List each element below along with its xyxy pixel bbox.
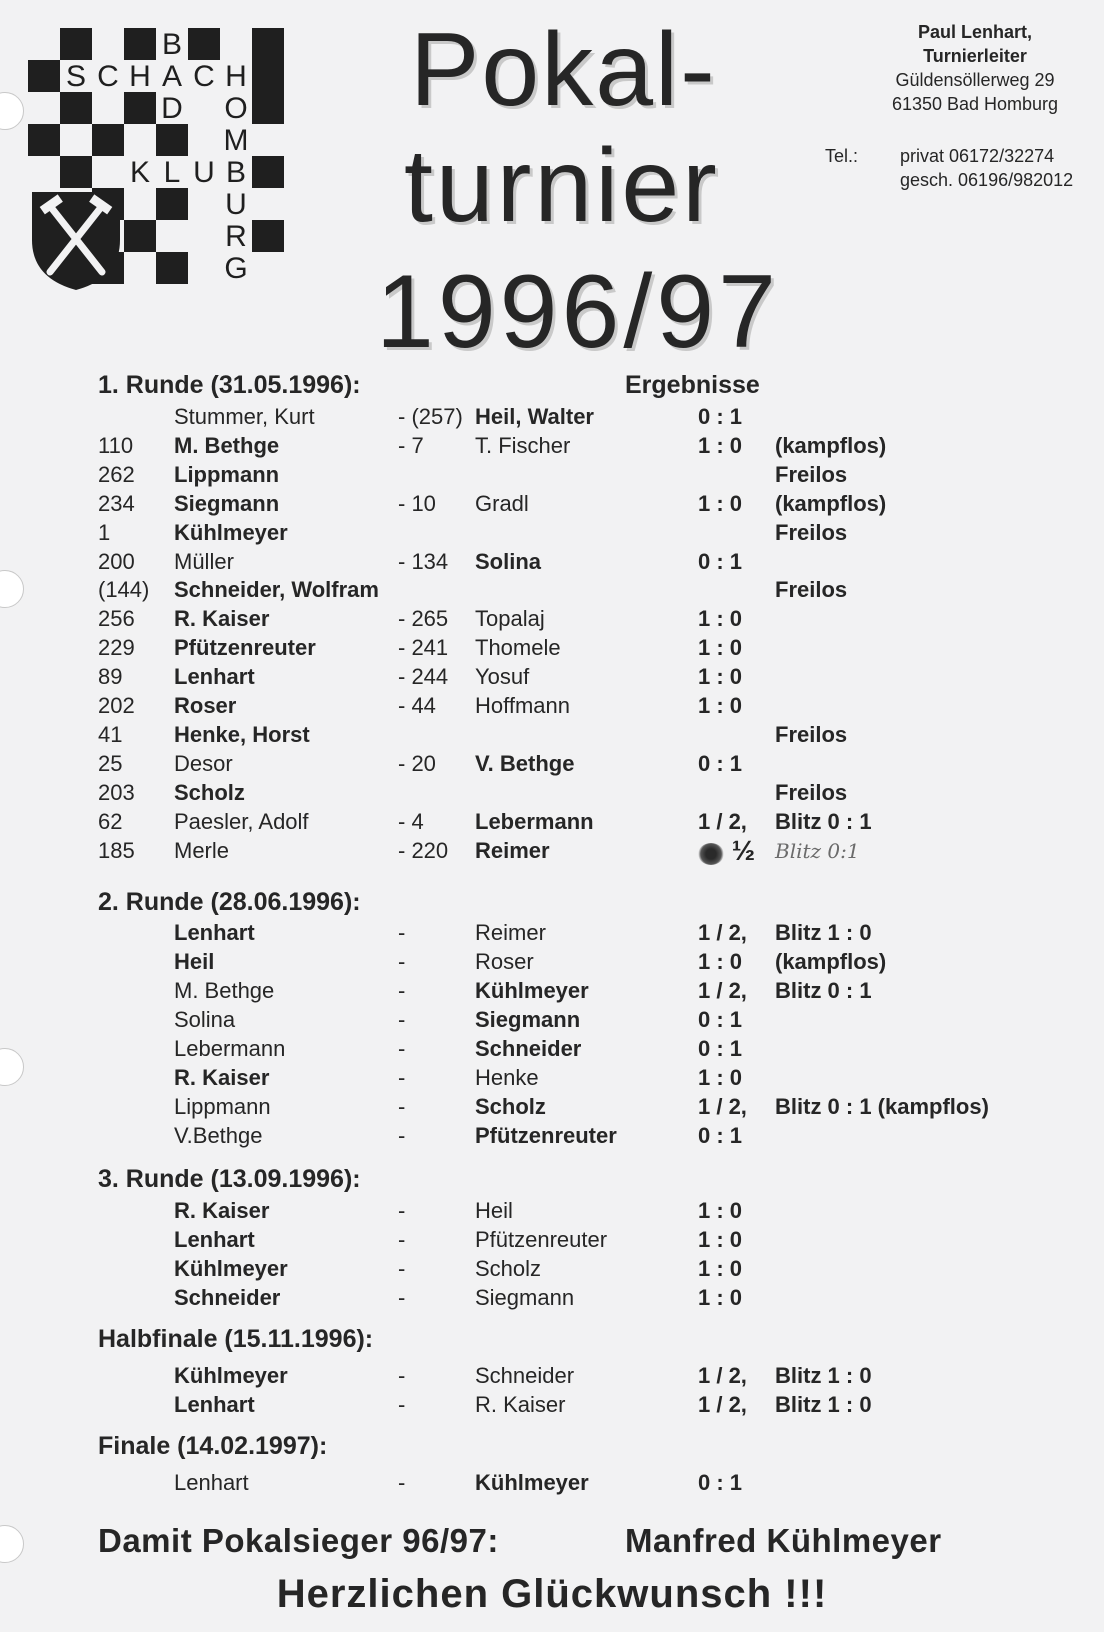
player-white: Lippmann [174,1094,271,1119]
result: 0 : 1 [698,1470,743,1495]
svg-text:A: A [161,60,183,93]
player-white: Siegmann [174,490,280,516]
seed-number: 256 [98,606,135,632]
player-black: Schneider [475,1036,582,1061]
pairing-separator: - [398,978,406,1003]
pairing-separator: - [398,1123,406,1148]
svg-text:R: R [225,220,247,253]
result: 1 : 0 [698,635,743,661]
pairing-separator: - [398,920,406,945]
player-black: Reimer [475,837,550,863]
result: 0 : 1 [698,1036,743,1061]
pairing-separator: - [398,1470,406,1495]
seed-number: 200 [98,548,135,574]
svg-text:B: B [225,156,247,189]
player-black: Heil, Walter [475,404,594,429]
player-white: R. Kaiser [174,1065,270,1090]
match-row [0,720,1104,750]
result: 1 : 0 [698,949,743,974]
player-black: Yosuf [475,664,530,690]
result-note: Freilos [775,721,848,747]
match-row [0,807,1104,837]
match-row [0,633,1104,663]
player-black: Thomele [475,635,561,661]
result-note: Blitz 0 : 1 [775,978,872,1003]
semifinal-heading: Halbfinale (15.11.1996): [98,1325,374,1353]
seed-number: (144) [98,577,150,603]
result-note: Freilos [775,577,848,603]
winner-label: Damit Pokalsieger 96/97: [98,1522,499,1559]
player-white: Lebermann [174,1036,286,1061]
match-row [0,518,1104,548]
contact-street: Güldensöllerweg 29 [895,70,1055,90]
match-row [0,1005,1104,1035]
result: 1 : 0 [698,1256,743,1281]
player-white: Lenhart [174,664,255,690]
svg-text:S: S [65,60,87,93]
player-white: Solina [174,1007,236,1032]
player-black: Kühlmeyer [475,1470,589,1495]
result: 1 / 2, [698,1094,747,1119]
seed-number: 234 [98,490,135,516]
player-white: M. Bethge [174,432,280,458]
winner-line [98,1522,942,1560]
match-row [0,1254,1104,1284]
match-row [0,402,1104,432]
player-white: Lenhart [174,1392,255,1417]
player-black: Solina [475,548,542,574]
final-heading: Finale (14.02.1997): [98,1432,328,1460]
match-row [0,947,1104,977]
match-row [0,1390,1104,1420]
contact-name: Paul Lenhart, [917,22,1033,42]
pairing-separator: - 220 [398,837,449,863]
match-row [0,431,1104,461]
pairing-separator: - [398,1363,406,1388]
player-black: Siegmann [475,1285,575,1310]
result: 1 : 0 [698,1285,743,1310]
player-black: Siegmann [475,1007,581,1032]
seed-number: 185 [98,837,135,863]
round-1-heading: 1. Runde (31.05.1996): [98,371,361,399]
phone-numbers [900,144,1073,192]
player-white: Pfützenreuter [174,635,316,661]
pairing-separator: - 7 [398,432,424,458]
title-line-2: turnier [404,128,720,244]
player-black: Topalaj [475,606,545,632]
club-logo [28,26,308,306]
match-row [0,976,1104,1006]
result-value: ½ [724,834,756,866]
result-note: Freilos [775,461,848,487]
match-row [0,918,1104,948]
result-note: Blitz 1 : 0 [775,920,872,945]
player-black: Hoffmann [475,693,570,718]
player-black: Lebermann [475,808,594,834]
result: 1 / 2, [698,1363,747,1388]
player-black: T. Fischer [475,432,571,458]
result-note: Blitz 0 : 1 [775,808,872,834]
seed-number: 262 [98,461,135,487]
phone-private: privat 06172/32274 [900,146,1055,166]
match-row [0,778,1104,808]
match-row [0,1121,1104,1151]
player-white: Schneider [174,1285,281,1310]
player-white: R. Kaiser [174,1198,270,1223]
player-black: R. Kaiser [475,1392,566,1417]
player-black: Schneider [475,1363,575,1388]
result-note: (kampflos) [775,949,887,974]
match-row [0,1196,1104,1226]
player-black: Reimer [475,920,546,945]
result: 0 : 1 [698,1007,743,1032]
result: 1 / 2, [698,808,747,834]
result: 1 / 2, [698,1392,747,1417]
result: 1 : 0 [698,1198,743,1223]
player-black: Roser [475,949,534,974]
result: 1 : 0 [698,606,743,632]
result: 1 : 0 [698,490,743,516]
seed-number: 110 [98,432,134,458]
pairing-separator: - [398,1007,406,1032]
player-white: Kühlmeyer [174,1256,288,1281]
result: 1 : 0 [698,664,743,690]
svg-text:H: H [129,60,151,93]
match-row [0,662,1104,692]
match-row [0,604,1104,634]
player-black: V. Bethge [475,750,575,776]
seed-number: 25 [98,750,123,776]
player-white: Lippmann [174,461,280,487]
pairing-separator: - 20 [398,750,436,776]
player-white: R. Kaiser [174,606,270,632]
tel-label: Tel.: [825,146,859,166]
player-black: Pfützenreuter [475,1123,617,1148]
match-row [0,575,1104,605]
result: 1 / 2, [698,978,747,1003]
contact-block [860,20,1090,116]
pairing-separator: - (257) [398,404,463,429]
match-row [0,1225,1104,1255]
match-row [0,1092,1104,1122]
pairing-separator: - 134 [398,548,449,574]
round-3-heading: 3. Runde (13.09.1996): [98,1165,361,1193]
result-note: Blitz 0 : 1 (kampflos) [775,1094,989,1119]
title-line-1: Pokal- [410,12,717,128]
player-black: Heil [475,1198,513,1223]
player-white: Roser [174,693,237,718]
seed-number: 229 [98,635,135,661]
seed-number: 41 [98,721,123,747]
svg-text:K: K [129,156,151,189]
player-white: Müller [174,548,234,574]
player-white: Lenhart [174,1227,255,1252]
seed-number: 62 [98,808,123,834]
player-white: Schneider, Wolfram [174,577,379,603]
player-white: V.Bethge [174,1123,263,1148]
pairing-separator: - 241 [398,635,449,661]
pairing-separator: - [398,1392,406,1417]
result: 1 / 2, [698,920,747,945]
svg-text:O: O [224,92,248,125]
result-note: (kampflos) [775,432,887,458]
match-row [0,1063,1104,1093]
svg-text:C: C [193,60,215,93]
seed-number: 89 [98,664,123,690]
seed-number: 203 [98,779,135,805]
player-white: Scholz [174,779,245,805]
results-header: Ergebnisse [625,371,760,399]
player-black: Kühlmeyer [475,978,589,1003]
player-black: Scholz [475,1256,542,1281]
contact-role: Turnierleiter [923,46,1027,66]
result: 0 : 1 [698,548,743,574]
player-white: Henke, Horst [174,721,310,747]
result: 0 : 1 [698,750,743,776]
svg-text:M: M [223,124,249,157]
player-white: Paesler, Adolf [174,808,309,834]
handwritten-note: Blitz 0:1 [775,838,860,863]
match-row [0,836,1104,866]
match-row [0,1468,1104,1498]
result: 0 : 1 [698,404,743,429]
pairing-separator: - [398,1036,406,1061]
crossed-out-mark [698,843,724,865]
svg-text:B: B [161,28,183,61]
match-row [0,1361,1104,1391]
player-white: Merle [174,837,230,863]
player-white: Kühlmeyer [174,519,288,545]
result-note: Blitz 1 : 0 [775,1363,872,1388]
match-row [0,547,1104,577]
result: 0 : 1 [698,1123,743,1148]
seed-number: 1 [98,519,111,545]
pairing-separator: - 265 [398,606,449,632]
player-white: Lenhart [174,1470,249,1495]
svg-text:H: H [225,60,247,93]
contact-city: 61350 Bad Homburg [891,94,1059,114]
punch-hole [0,1525,24,1563]
svg-text:D: D [161,92,183,125]
match-row [0,749,1104,779]
pairing-separator: - [398,1256,406,1281]
match-row [0,460,1104,490]
pairing-separator: - [398,1094,406,1119]
result: 1 : 0 [698,1227,743,1252]
result-note: Blitz 1 : 0 [775,1392,872,1417]
svg-text:U: U [193,156,215,189]
player-black: Pfützenreuter [475,1227,608,1252]
svg-text:U: U [225,188,247,221]
winner-name: Manfred Kühlmeyer [625,1522,942,1559]
result-note: Freilos [775,519,848,545]
svg-text:G: G [224,252,248,285]
match-row [0,1283,1104,1313]
result-note: Freilos [775,779,848,805]
round-2-heading: 2. Runde (28.06.1996): [98,888,361,916]
pairing-separator: - [398,1227,406,1252]
player-white: Stummer, Kurt [174,404,315,429]
player-white: Kühlmeyer [174,1363,288,1388]
svg-text:L: L [163,156,181,189]
pairing-separator: - 44 [398,693,436,718]
svg-text:C: C [97,60,119,93]
pairing-separator: - [398,1285,406,1310]
punch-hole [0,92,24,130]
phone-business: gesch. 06196/982012 [900,170,1074,190]
player-white: Lenhart [174,920,255,945]
result-note: (kampflos) [775,490,887,516]
player-black: Scholz [475,1094,546,1119]
congratulations: Herzlichen Glückwunsch !!! [276,1572,828,1616]
player-white: Heil [174,949,215,974]
pairing-separator: - [398,949,406,974]
match-row [0,691,1104,721]
match-row [0,489,1104,519]
player-white: M. Bethge [174,978,275,1003]
pairing-separator: - 244 [398,664,449,690]
player-white: Desor [174,750,233,776]
pairing-separator: - 4 [398,808,424,834]
result: 1 : 0 [698,1065,743,1090]
seed-number: 202 [98,693,135,718]
result [698,836,755,868]
pairing-separator: - [398,1065,406,1090]
pairing-separator: - [398,1198,406,1223]
title-line-3: 1996/97 [376,254,780,370]
match-row [0,1034,1104,1064]
player-black: Henke [475,1065,539,1090]
pairing-separator: - 10 [398,490,436,516]
player-black: Gradl [475,490,529,516]
result: 1 : 0 [698,693,743,718]
result: 1 : 0 [698,432,743,458]
